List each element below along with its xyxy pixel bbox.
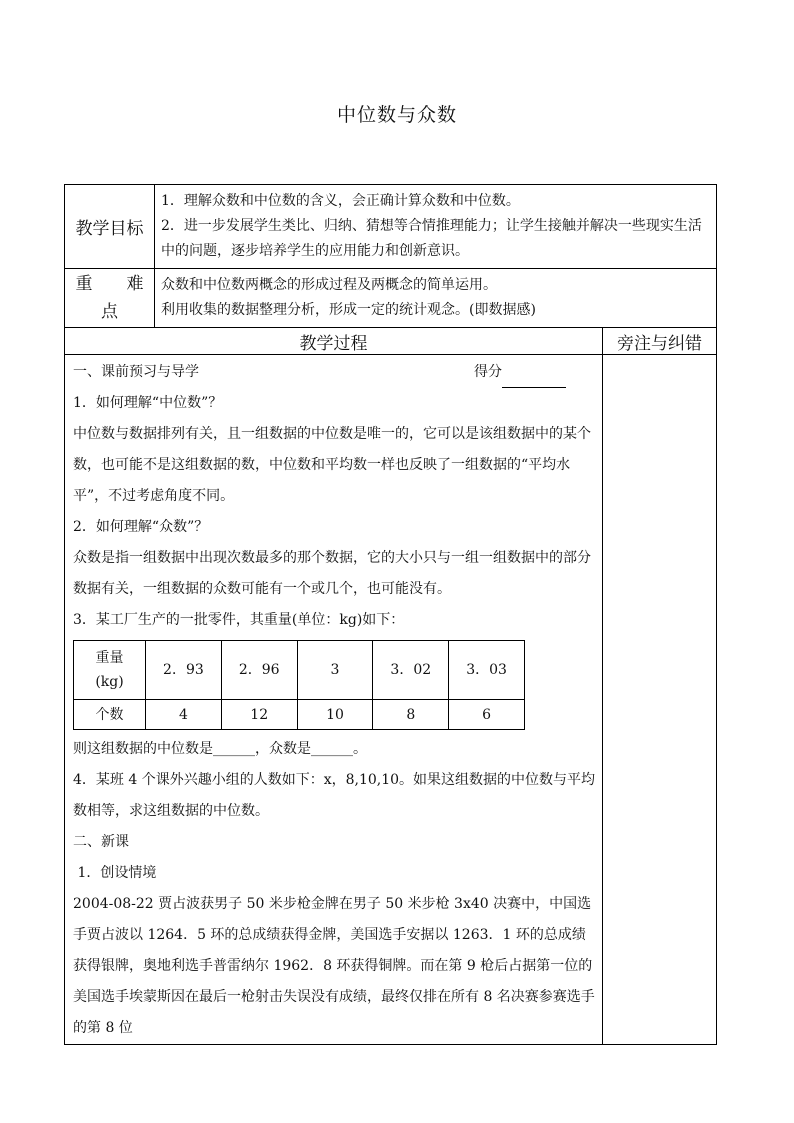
question-1: 1．如何理解“中位数”？	[73, 395, 223, 411]
weight-data-table	[73, 640, 525, 730]
key-points-label-line2: 点	[101, 302, 118, 322]
key-point-item: 众数和中位数两概念的形成过程及两概念的简单运用。	[161, 277, 497, 293]
objective-item: 1．理解众数和中位数的含义，会正确计算众数和中位数。	[161, 193, 520, 209]
score-label: 得分	[474, 364, 502, 380]
question-2: 2．如何理解“众数”？	[73, 519, 209, 535]
weight-cell: 3	[297, 641, 373, 700]
page-title: 中位数与众数	[336, 104, 457, 126]
score-field	[474, 357, 596, 388]
section1-heading: 一、课前预习与导学	[73, 364, 199, 380]
section1-heading-row	[73, 357, 596, 388]
weight-cell: 3．03	[449, 641, 525, 700]
objectives-row	[65, 185, 717, 269]
count-row	[74, 700, 525, 730]
section2-heading: 二、新课	[73, 834, 129, 850]
key-points-label-line1: 重 难	[75, 274, 144, 294]
notes-column	[603, 355, 717, 1045]
key-points-row	[65, 269, 717, 328]
story-text: 2004-08-22 贾占波获男子 50 米步枪金牌在男子 50 米步枪 3x40 决赛中，中国选手贾占波以 1264．5 环的总成绩获得金牌，美国选手安据以 1263．1 环的总成绩获得银牌，奥地利选手普雷纳尔 1962．8 环获得铜牌。而在第 9 枪后占据第一位的美国选手埃蒙斯因在最后一枪射击失误没有成绩，最终仅排在所有 8 名决赛参赛选手的第 8 位	[73, 896, 595, 1036]
count-cell: 6	[449, 700, 525, 730]
question-4: 4．某班 4 个课外兴趣小组的人数如下：x，8,10,10。如果这组数据的中位数与平均数相等，求这组数据的中位数。	[73, 772, 596, 819]
weight-row-label	[74, 641, 146, 700]
weight-label: 重量	[95, 650, 124, 666]
weight-cell: 2．96	[221, 641, 297, 700]
section2-subheading: 1．创设情境	[73, 865, 157, 881]
objectives-label: 教学目标	[65, 185, 155, 269]
question-2-text: 众数是指一组数据中出现次数最多的那个数据，它的大小只与一组一组数据中的部分数据有关，一组数据的众数可能有一个或几个，也可能没有。	[73, 550, 591, 597]
notes-header: 旁注与纠错	[603, 328, 717, 355]
count-row-label: 个数	[74, 700, 146, 730]
count-cell: 8	[373, 700, 449, 730]
key-points-content	[155, 269, 717, 328]
count-cell: 12	[221, 700, 297, 730]
process-body-row	[65, 355, 717, 1045]
question-3: 3．某工厂生产的一批零件，其重量(单位：kg)如下：	[73, 612, 405, 628]
score-blank[interactable]	[502, 369, 566, 388]
key-point-item: 利用收集的数据整理分析，形成一定的统计观念。(即数据感)	[161, 302, 536, 318]
weight-unit: (kg)	[95, 674, 124, 690]
objective-item: 2．进一步发展学生类比、归纳、猜想等合情推理能力；让学生接触并解决一些现实生活中的问题，逐步培养学生的应用能力和创新意识。	[161, 218, 702, 259]
process-header: 教学过程	[65, 328, 603, 355]
weight-cell: 2．93	[146, 641, 222, 700]
count-cell: 10	[297, 700, 373, 730]
count-cell: 4	[146, 700, 222, 730]
question-3-answer: 则这组数据的中位数是______，众数是______。	[73, 741, 367, 757]
objectives-content	[155, 185, 717, 269]
process-header-row	[65, 328, 717, 355]
question-1-text: 中位数与数据排列有关，且一组数据的中位数是唯一的，它可以是该组数据中的某个数，也可能不是这组数据的数，中位数和平均数一样也反映了一组数据的“平均水平”，不过考虑角度不同。	[73, 426, 591, 504]
lesson-plan-table	[64, 184, 717, 1045]
weight-row	[74, 641, 525, 700]
key-points-label	[65, 269, 155, 328]
weight-cell: 3．02	[373, 641, 449, 700]
process-content	[65, 355, 603, 1045]
